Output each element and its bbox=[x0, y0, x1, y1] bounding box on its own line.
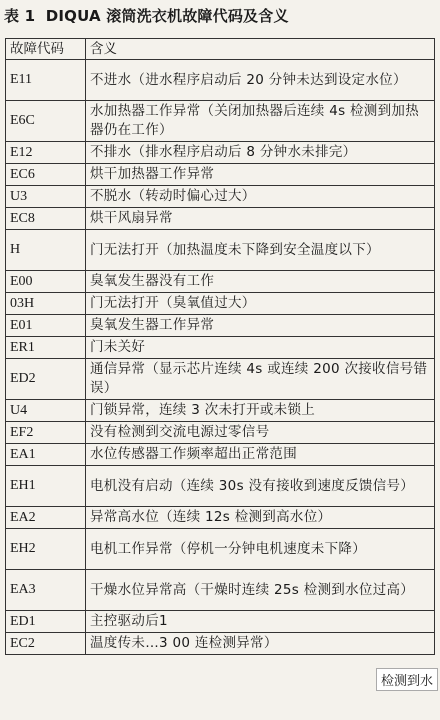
fault-meaning-cell: 水加热器工作异常（关闭加热器后连续 4s 检测到加热器仍在工作） bbox=[86, 101, 435, 142]
table-row bbox=[6, 611, 435, 633]
table-row bbox=[6, 422, 435, 444]
table-row bbox=[6, 633, 435, 655]
fault-meaning-cell: 电机工作异常（停机一分钟电机速度未下降） bbox=[86, 529, 435, 570]
fault-meaning-cell: 门锁异常，连续 3 次未打开或未锁上 bbox=[86, 400, 435, 422]
fault-code-cell: EC6 bbox=[6, 164, 86, 186]
table-row bbox=[6, 186, 435, 208]
fault-code-cell: EA3 bbox=[6, 570, 86, 611]
fault-meaning-cell: 臭氧发生器没有工作 bbox=[86, 271, 435, 293]
fault-code-cell: EH2 bbox=[6, 529, 86, 570]
fault-meaning-cell: 水位传感器工作频率超出正常范围 bbox=[86, 444, 435, 466]
fault-meaning-cell: 干燥水位异常高（干燥时连续 25s 检测到水位过高） bbox=[86, 570, 435, 611]
caption-title: DIQUA 滚筒洗衣机故障代码及含义 bbox=[45, 7, 289, 25]
fault-meaning-cell: 不进水（进水程序启动后 20 分钟未达到设定水位） bbox=[86, 60, 435, 101]
overlay-snippet: 检测到水 bbox=[376, 668, 438, 691]
table-row bbox=[6, 400, 435, 422]
fault-code-table bbox=[5, 38, 435, 655]
fault-meaning-cell: 烘干风扇异常 bbox=[86, 208, 435, 230]
fault-code-cell: E12 bbox=[6, 142, 86, 164]
table-row bbox=[6, 293, 435, 315]
fault-code-cell: EA1 bbox=[6, 444, 86, 466]
fault-code-cell: ED2 bbox=[6, 359, 86, 400]
fault-code-cell: E00 bbox=[6, 271, 86, 293]
fault-code-cell: EC2 bbox=[6, 633, 86, 655]
fault-code-cell: EH1 bbox=[6, 466, 86, 507]
fault-code-cell: EC8 bbox=[6, 208, 86, 230]
column-header-meaning: 含义 bbox=[86, 39, 435, 60]
table-row bbox=[6, 570, 435, 611]
table-row bbox=[6, 507, 435, 529]
fault-meaning-cell: 门未关好 bbox=[86, 337, 435, 359]
fault-code-cell: E01 bbox=[6, 315, 86, 337]
fault-code-cell: ED1 bbox=[6, 611, 86, 633]
fault-meaning-cell: 电机没有启动（连续 30s 没有接收到速度反馈信号） bbox=[86, 466, 435, 507]
fault-meaning-cell: 烘干加热器工作异常 bbox=[86, 164, 435, 186]
fault-code-cell: U3 bbox=[6, 186, 86, 208]
table-row bbox=[6, 271, 435, 293]
fault-meaning-cell: 臭氧发生器工作异常 bbox=[86, 315, 435, 337]
table-row bbox=[6, 466, 435, 507]
fault-code-cell: EF2 bbox=[6, 422, 86, 444]
fault-meaning-cell: 门无法打开（加热温度未下降到安全温度以下） bbox=[86, 230, 435, 271]
fault-code-cell: 03H bbox=[6, 293, 86, 315]
fault-meaning-cell: 不排水（排水程序启动后 8 分钟水未排完） bbox=[86, 142, 435, 164]
table-row bbox=[6, 164, 435, 186]
table-row bbox=[6, 142, 435, 164]
fault-code-cell: ER1 bbox=[6, 337, 86, 359]
table-caption bbox=[4, 3, 436, 29]
caption-label: 表 1 bbox=[4, 7, 36, 25]
fault-meaning-cell: 主控驱动后1 bbox=[86, 611, 435, 633]
fault-code-cell: EA2 bbox=[6, 507, 86, 529]
table-row bbox=[6, 359, 435, 400]
table-header-row bbox=[6, 39, 435, 60]
fault-code-cell: E6C bbox=[6, 101, 86, 142]
table-row bbox=[6, 208, 435, 230]
fault-meaning-cell: 不脱水（转动时偏心过大） bbox=[86, 186, 435, 208]
fault-code-cell: H bbox=[6, 230, 86, 271]
table-row bbox=[6, 60, 435, 101]
fault-code-cell: U4 bbox=[6, 400, 86, 422]
table-row bbox=[6, 444, 435, 466]
table-row bbox=[6, 315, 435, 337]
fault-meaning-cell: 门无法打开（臭氧值过大） bbox=[86, 293, 435, 315]
fault-meaning-cell: 温度传未…3 00 连检测异常） bbox=[86, 633, 435, 655]
column-header-code: 故障代码 bbox=[6, 39, 86, 60]
table-row bbox=[6, 529, 435, 570]
fault-meaning-cell: 异常高水位（连续 12s 检测到高水位） bbox=[86, 507, 435, 529]
table-row bbox=[6, 230, 435, 271]
fault-meaning-cell: 通信异常（显示芯片连续 4s 或连续 200 次接收信号错误） bbox=[86, 359, 435, 400]
fault-code-cell: E11 bbox=[6, 60, 86, 101]
table-row bbox=[6, 337, 435, 359]
fault-meaning-cell: 没有检测到交流电源过零信号 bbox=[86, 422, 435, 444]
table-row bbox=[6, 101, 435, 142]
